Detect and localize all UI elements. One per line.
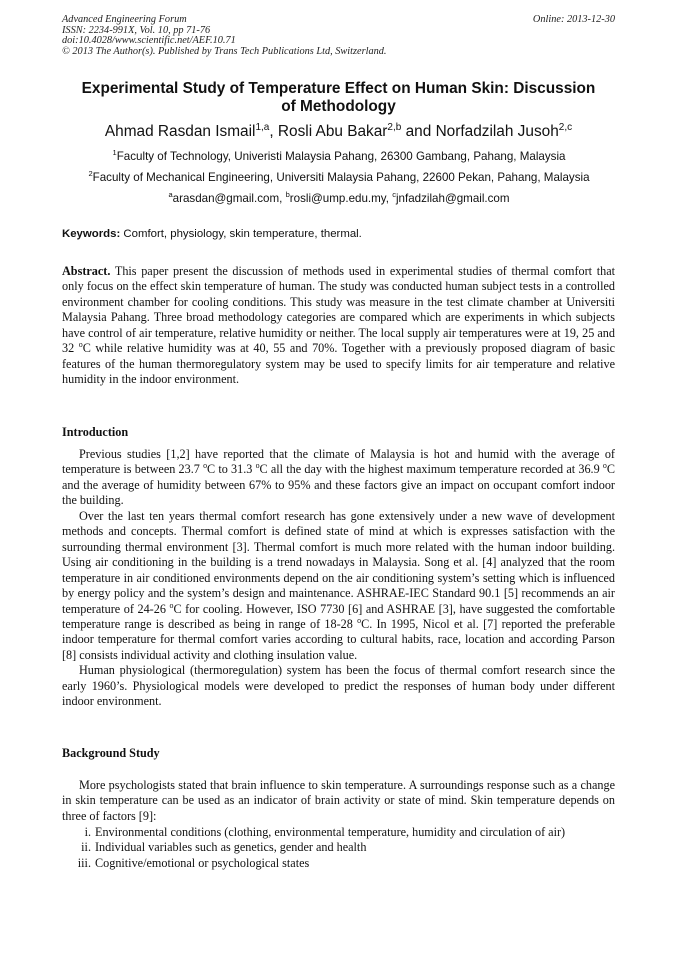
list-number: ii. (81, 840, 91, 855)
abstract (62, 264, 615, 388)
list-item (62, 825, 615, 840)
affiliation-marker: 1 (112, 148, 117, 158)
title-line-1: Experimental Study of Temperature Effect on Human Skin: Discussion (81, 80, 596, 97)
keywords (62, 227, 615, 241)
author-list (62, 123, 615, 141)
list-item (62, 856, 615, 871)
affiliation-marker: 2 (88, 169, 93, 179)
paragraph (62, 447, 615, 509)
paragraph-text: Over the last ten years thermal comfort research has gone extensively under a new wave of development methods and concepts. Thermal comfort is defined state of mind at which is expresses satisfaction with the surrounding thermal environment [3]. Thermal comfort is much more related with the human indoor building. Using air conditioning in the building is a trend nowadays in Malaysia. Song et al. [4] analyzed that the room temperature in air conditioned environments depend on the air conditioning system’s setting which is influenced by energy policy and the system’s design and maintenance. ASHRAE-IEC Standard 90.1 [5] recommends an air temperature of 24-26 (62, 508, 615, 616)
paragraph-text: C to 31.3 (207, 462, 256, 477)
list-text: Individual variables such as genetics, gender and health (95, 840, 367, 855)
list-number: i. (84, 825, 91, 839)
factor-list (62, 825, 615, 871)
author-separator: and (401, 123, 436, 140)
abstract-text: This paper present the discussion of methods used in experimental studies of thermal comfort that only focus on the effect skin temperature of human. The study was conducted human subject tests in a controlled environment chamber for cooling conditions. This study was measure in the test climate chamber at Universiti Malaysia Pahang. Three broad methodology categories are compared which are experiments in which subjects have control of air temperature, relative humidity or neither. The local supply air temperatures were at 19, 25 and 32 (62, 264, 615, 356)
degree-symbol: o (78, 340, 83, 350)
email-marker: b (285, 190, 290, 200)
list-number: iii. (77, 855, 91, 870)
paragraph (62, 509, 615, 664)
paper-title (62, 80, 615, 116)
copyright-line: © 2013 The Author(s). Published by Trans Tech Publications Ltd, Switzerland. (62, 45, 387, 57)
doi-line: doi:10.4028/www.scientific.net/AEF.10.71 (62, 35, 236, 46)
affiliation-1 (50, 150, 628, 164)
degree-symbol: o (357, 615, 362, 625)
background-body (62, 778, 615, 824)
degree-symbol: o (255, 461, 260, 471)
email-marker: a (168, 190, 173, 200)
paragraph: More psychologists stated that brain influence to skin temperature. A surroundings response such as a change in skin temperature can be used as an indicator of brain activity or state of mind. Skin temperature depends on three of factors [9]: (62, 778, 615, 823)
paragraph-text: C for cooling. However, ISO 7730 [6] and ASHRAE [3], have suggested the comfortable temperature range is described as being in range of 18-28 (62, 601, 615, 631)
issn-line: ISSN: 2234-991X, Vol. 10, pp 71-76 (62, 24, 211, 36)
section-heading-introduction: Introduction (62, 425, 129, 439)
abstract-label: Abstract. (62, 264, 111, 278)
list-text: Environmental conditions (clothing, environmental temperature, humidity and circulation of air) (95, 825, 566, 839)
journal-name: Advanced Engineering Forum (62, 14, 187, 25)
author-affiliation-marker: 2,b (387, 121, 402, 133)
section-heading-background: Background Study (62, 746, 160, 760)
degree-symbol: o (169, 600, 174, 610)
author-name: Norfadzilah Jusoh (435, 123, 559, 140)
online-date: Online: 2013-12-30 (532, 14, 615, 25)
author-separator: , (269, 123, 278, 140)
author-name: Ahmad Rasdan Ismail (104, 123, 256, 140)
keywords-text: Comfort, physiology, skin temperature, thermal. (120, 228, 362, 240)
author-affiliation-marker: 1,a (255, 121, 270, 133)
keywords-label: Keywords: (62, 228, 121, 240)
author-affiliation-marker: 2,c (558, 121, 573, 133)
degree-symbol: o (602, 461, 607, 471)
degree-symbol: o (203, 461, 208, 471)
email-marker: c (392, 190, 396, 200)
author-name: Rosli Abu Bakar (277, 123, 388, 140)
introduction-body (62, 447, 615, 710)
list-text: Cognitive/emotional or psychological states (95, 855, 310, 870)
affiliation-text: Faculty of Technology, Univeristi Malaysia Pahang, 26300 Gambang, Pahang, Malaysia (116, 150, 566, 163)
paragraph-text: C. In 1995, Nicol et al. [7] reported the preferable indoor temperature for thermal comfort varies according to cultural habits, race, location and according Parson [8] consists individual activity and clothing insulation value. (62, 616, 615, 662)
email-link[interactable]: rosli@ump.edu.my, (289, 192, 393, 205)
paragraph-text: Previous studies [1,2] have reported that the climate of Malaysia is hot and humid with the average of temperature is between 23.7 (62, 447, 615, 477)
email-link[interactable]: arasdan@gmail.com, (172, 192, 286, 205)
title-line-2: of Methodology (281, 98, 396, 115)
email-link[interactable]: jnfadzilah@gmail.com (395, 192, 510, 205)
paragraph: Human physiological (thermoregulation) system has been the focus of thermal comfort research since the early 1960’s. Physiological models were developed to predict the responses of human body under different indoor environment. (62, 663, 615, 709)
abstract-text: C while relative humidity was at 40, 55 and 70%. Together with a previously proposed diagram of basic features of the human thermoregulatory system may be used to specify limits for air temperature and relative humidity in the indoor environment. (62, 341, 615, 387)
affiliation-2 (50, 171, 628, 185)
paragraph-text: C all the day with the highest maximum temperature recorded at 36.9 (259, 462, 603, 477)
list-item (62, 840, 615, 855)
email-list (50, 192, 628, 206)
paragraph-text: C and the average of humidity between 67% to 95% and these factors give an impact on occupant comfort indoor the building. (62, 462, 615, 508)
running-header (62, 15, 615, 57)
affiliation-text: Faculty of Mechanical Engineering, Universiti Malaysia Pahang, 22600 Pekan, Pahang, Malaysia (92, 171, 590, 184)
